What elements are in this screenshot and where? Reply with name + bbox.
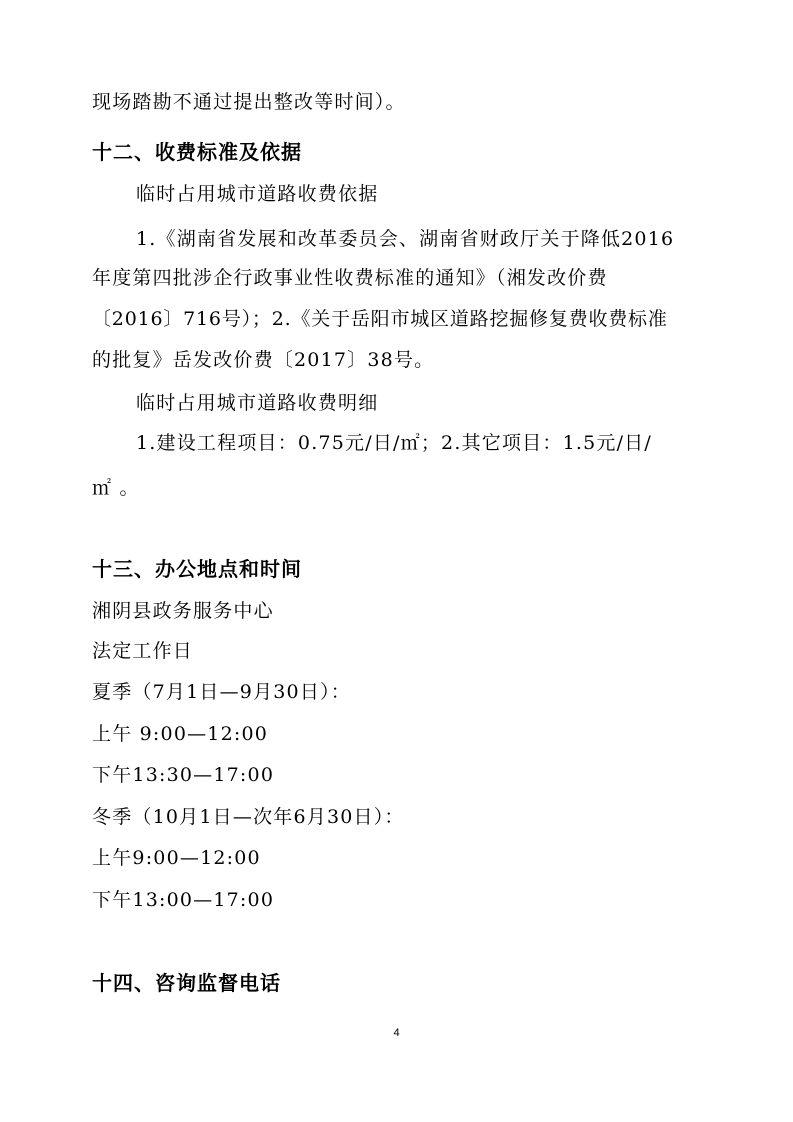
text-line: 上午9:00—12:00 [92,847,261,869]
section-heading-hotline: 十四、咨询监督电话 [92,971,281,995]
text-line: 年度第四批涉企行政事业性收费标准的通知》（湘发改价费 [92,267,608,289]
text-line: 湘阴县政务服务中心 [92,600,274,622]
text-line: 现场踏勘不通过提出整改等时间）。 [92,91,406,113]
text-line: ㎡ 。 [92,477,140,499]
text-line: 的批复》岳发改价费〔2017〕38号。 [92,349,435,371]
text-line: 下午13:00—17:00 [92,889,275,911]
subheading-fee-details: 临时占用城市道路收费明细 [136,392,379,414]
text-line: 法定工作日 [92,640,194,662]
subheading-fee-basis: 临时占用城市道路收费依据 [136,183,379,205]
page-number: 4 [393,1027,400,1039]
text-line: 〔2016〕716号）；2.《关于岳阳市城区道路挖掘修复费收费标准 [92,308,668,330]
text-line: 夏季（7月1日—9月30日）： [92,681,351,703]
text-line: 冬季（10月1日—次年6月30日）： [92,806,405,828]
text-line: 上午 9:00—12:00 [92,723,269,745]
text-line: 1.《湖南省发展和改革委员会、湖南省财政厅关于降低2016 [136,228,675,250]
section-heading-office: 十三、办公地点和时间 [92,557,302,581]
text-line: 下午13:30—17:00 [92,764,275,786]
section-heading-fees: 十二、收费标准及依据 [92,140,302,164]
text-line: 1.建设工程项目：0.75元/日/㎡；2.其它项目：1.5元/日/ [136,432,652,454]
